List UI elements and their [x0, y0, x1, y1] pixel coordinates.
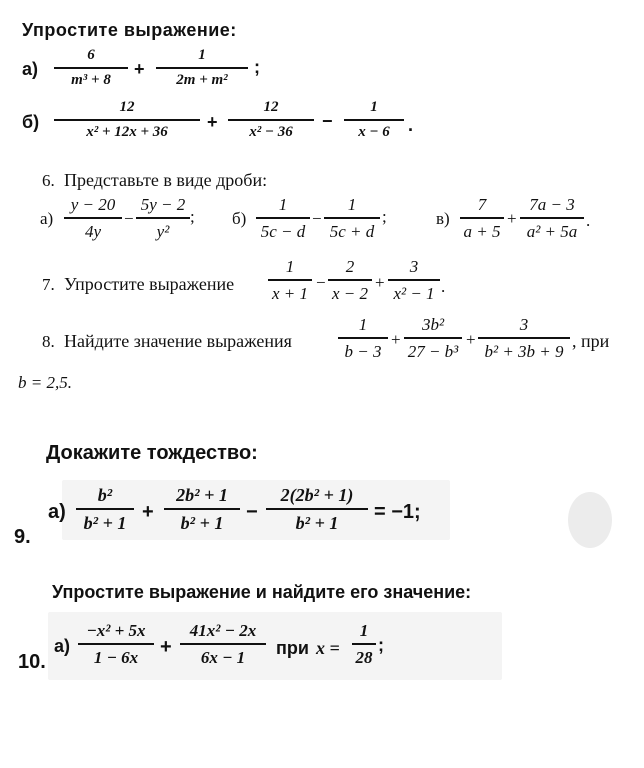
fraction-7a-minus-3-over-a2-plus-5a: [520, 196, 584, 240]
plus-sign: +: [507, 209, 517, 228]
fraction-bar: [256, 217, 310, 219]
fraction-neg-x2-plus-5x-over-1-minus-6x: [78, 622, 154, 666]
fraction-denominator: b² + 1: [83, 512, 127, 533]
fraction-denominator: x − 2: [331, 283, 369, 303]
fraction-41x2-minus-2x-over-6x-minus-1: [180, 622, 266, 666]
fraction-numerator: y − 20: [70, 195, 116, 214]
fraction-bar: [520, 217, 584, 219]
fraction-y-minus-20-over-4y: [64, 196, 122, 240]
section-title-simplify-evaluate: Упростите выражение и найдите его значение:: [52, 582, 472, 602]
fraction-bar: [324, 217, 380, 219]
minus-sign: −: [316, 273, 326, 292]
fraction-denominator: b² + 1: [295, 512, 339, 533]
fraction-1-over-x-plus-1: [268, 258, 312, 302]
fraction-denominator: y²: [156, 221, 170, 241]
section-title-prove: Докажите тождество:: [46, 442, 258, 464]
fraction-denominator: x² + 12x + 36: [86, 123, 168, 140]
plus-sign: +: [207, 112, 218, 132]
fraction-numerator: 3: [519, 315, 529, 334]
fraction-denominator: 1 − 6x: [93, 647, 139, 667]
fraction-bar: [64, 217, 122, 219]
semicolon: ;: [382, 207, 387, 226]
fraction-bar: [268, 279, 312, 281]
fraction-numerator: 3b²: [421, 315, 445, 334]
problem-number-6: 6.: [42, 171, 55, 190]
fraction-1-over-5c-plus-d: [324, 196, 380, 240]
fraction-bar: [338, 337, 388, 339]
fraction-numerator: 1: [198, 47, 206, 63]
fraction-denominator: b² + 3b + 9: [484, 341, 564, 361]
fraction-bar: [478, 337, 570, 339]
fraction-denominator: 27 − b³: [407, 341, 459, 361]
fraction-numerator: 41x² − 2x: [189, 621, 257, 640]
plus-sign: +: [134, 59, 145, 79]
problem-8-tail: , при: [572, 331, 610, 351]
fraction-denominator: 4y: [84, 221, 102, 241]
fraction-bar: [460, 217, 504, 219]
fraction-bar: [344, 119, 404, 121]
semicolon: ;: [254, 57, 260, 77]
item-label-a: а): [54, 636, 71, 656]
fraction-bar: [266, 508, 368, 510]
item-label-b: б): [232, 209, 247, 228]
fraction-bar: [136, 217, 190, 219]
problem-number-8: 8.: [42, 332, 55, 351]
fraction-numerator: 1: [359, 621, 369, 640]
fraction-bar: [180, 643, 266, 645]
fraction-denominator: b − 3: [344, 341, 382, 361]
problem-number-7: 7.: [42, 275, 55, 294]
fraction-3-over-x2-minus-1: [388, 258, 440, 302]
minus-sign: −: [312, 209, 322, 228]
fraction-numerator: 2: [345, 257, 355, 276]
fraction-6-over-m3-plus-8: [54, 48, 128, 88]
fraction-denominator: m³ + 8: [71, 71, 111, 88]
fraction-bar: [164, 508, 240, 510]
problem-8-instruction: Найдите значение выражения: [64, 331, 292, 351]
plus-sign: +: [142, 501, 154, 523]
fraction-1-over-5c-minus-d: [256, 196, 310, 240]
fraction-denominator: 6x − 1: [200, 647, 246, 667]
item-label-a: а): [40, 209, 54, 228]
plus-sign: +: [466, 330, 476, 349]
fraction-1-over-b-minus-3: [338, 316, 388, 360]
fraction-12-over-x2-12x-36: [54, 100, 200, 140]
fraction-bar: [54, 67, 128, 69]
fraction-numerator: 5y − 2: [140, 195, 186, 214]
fraction-2-over-x-minus-2: [328, 258, 372, 302]
fraction-numerator: −x² + 5x: [86, 621, 146, 640]
period: .: [586, 211, 591, 230]
fraction-bar: [328, 279, 372, 281]
fraction-1-over-28: [352, 622, 376, 666]
fraction-12-over-x2-minus-36: [228, 100, 314, 140]
fraction-numerator: 2(2b² + 1): [280, 485, 354, 505]
minus-sign: −: [322, 111, 333, 131]
section-title-simplify: Упростите выражение:: [22, 20, 237, 40]
fraction-1-over-2m-plus-m2: [156, 48, 248, 88]
fraction-3b2-over-27-minus-b3: [404, 316, 462, 360]
problem-10-variable: x =: [316, 638, 340, 658]
identity-result: = −1;: [374, 501, 421, 523]
period: .: [408, 115, 414, 135]
problem-number-10: 10.: [18, 651, 46, 673]
fraction-numerator: 1: [285, 257, 295, 276]
item-label-a: а): [22, 59, 39, 79]
fraction-denominator: 5c − d: [260, 221, 306, 241]
fraction-bar: [352, 643, 376, 645]
fraction-numerator: 6: [87, 47, 95, 63]
fraction-denominator: x² − 1: [393, 283, 435, 303]
fraction-5y-minus-2-over-y2: [136, 196, 190, 240]
problem-8-condition: b = 2,5.: [18, 373, 72, 392]
fraction-denominator: a² + 5a: [526, 221, 578, 241]
minus-sign: −: [246, 501, 258, 523]
period: .: [441, 277, 446, 296]
problem-6-instruction: Представьте в виде дроби:: [64, 170, 268, 190]
problem-10-at-word: при: [276, 638, 309, 658]
fraction-b2-over-b2-plus-1: [76, 486, 134, 532]
fraction-numerator: 12: [263, 99, 279, 115]
fraction-2-2b2-plus-1-over-b2-plus-1: [266, 486, 368, 532]
item-label-c: в): [436, 209, 450, 228]
fraction-bar: [78, 643, 154, 645]
fraction-denominator: x + 1: [271, 283, 309, 303]
fraction-numerator: 7a − 3: [529, 195, 575, 214]
fraction-denominator: x − 6: [358, 123, 390, 140]
item-label-a: а): [48, 501, 66, 523]
problem-number-9: 9.: [14, 526, 31, 548]
fraction-denominator: 5c + d: [329, 221, 375, 241]
fraction-bar: [156, 67, 248, 69]
fraction-numerator: b²: [97, 485, 113, 505]
fraction-numerator: 2b² + 1: [176, 485, 228, 505]
semicolon: ;: [190, 207, 195, 226]
fraction-denominator: 2m + m²: [176, 71, 228, 88]
plus-sign: +: [391, 330, 401, 349]
fraction-denominator: x² − 36: [249, 123, 293, 140]
fraction-3-over-b2-plus-3b-plus-9: [478, 316, 570, 360]
fraction-2b2-plus-1-over-b2-plus-1: [164, 486, 240, 532]
fraction-bar: [76, 508, 134, 510]
fraction-numerator: 1: [347, 195, 357, 214]
plus-sign: +: [375, 273, 385, 292]
fraction-bar: [54, 119, 200, 121]
fraction-numerator: 1: [370, 99, 378, 115]
semicolon: ;: [378, 635, 384, 655]
fraction-denominator: b² + 1: [180, 512, 224, 533]
fraction-numerator: 12: [119, 99, 135, 115]
problem-7-instruction: Упростите выражение: [64, 274, 235, 294]
fraction-7-over-a-plus-5: [460, 196, 504, 240]
fraction-denominator: 28: [355, 647, 373, 667]
scan-artifact: [568, 492, 612, 548]
fraction-1-over-x-minus-6: [344, 100, 404, 140]
item-label-b: б): [22, 112, 40, 132]
fraction-numerator: 3: [409, 257, 419, 276]
plus-sign: +: [160, 636, 172, 658]
fraction-numerator: 1: [358, 315, 368, 334]
fraction-bar: [404, 337, 462, 339]
fraction-bar: [228, 119, 314, 121]
fraction-bar: [388, 279, 440, 281]
minus-sign: −: [124, 209, 134, 228]
fraction-denominator: a + 5: [463, 221, 501, 241]
fraction-numerator: 1: [278, 195, 288, 214]
fraction-numerator: 7: [477, 195, 487, 214]
